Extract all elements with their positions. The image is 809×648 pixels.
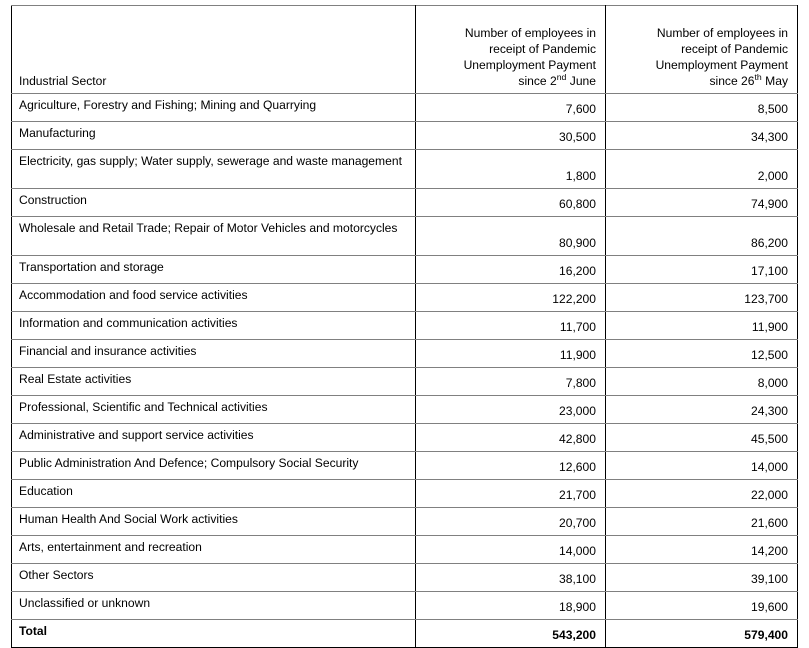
table-row [12,536,798,564]
cell-industrial-sector: Human Health And Social Work activities [12,508,416,536]
cell-since-26-may: 22,000 [606,480,798,508]
cell-since-26-may: 14,000 [606,452,798,480]
cell-industrial-sector: Professional, Scientific and Technical activities [12,396,416,424]
table-row [12,189,798,217]
table-row [12,217,798,256]
cell-since-26-may: 74,900 [606,189,798,217]
header-line-2: receipt of Pandemic [489,42,596,57]
cell-since-26-may: 39,100 [606,564,798,592]
cell-since-26-may: 19,600 [606,592,798,620]
cell-since-26-may: 2,000 [606,150,798,189]
column-header-since-2-june [416,6,606,94]
cell-since-26-may: 12,500 [606,340,798,368]
table-row [12,94,798,122]
cell-industrial-sector: Education [12,480,416,508]
cell-since-2-june: 16,200 [416,256,606,284]
cell-industrial-sector: Other Sectors [12,564,416,592]
cell-since-2-june: 20,700 [416,508,606,536]
cell-since-2-june: 14,000 [416,536,606,564]
cell-since-26-may: 17,100 [606,256,798,284]
column-header-since-26-may [606,6,798,94]
cell-industrial-sector: Real Estate activities [12,368,416,396]
cell-total-label: Total [12,620,416,648]
cell-since-2-june: 7,800 [416,368,606,396]
table-row [12,592,798,620]
table-row [12,452,798,480]
header-date-prefix: since 2 [518,74,557,89]
cell-industrial-sector: Unclassified or unknown [12,592,416,620]
table-row [12,564,798,592]
header-line-3: Unemployment Payment [463,58,596,73]
table-row [12,396,798,424]
cell-total-since-26-may: 579,400 [606,620,798,648]
table-total-row [12,620,798,648]
header-ordinal-suffix: th [754,72,762,83]
cell-industrial-sector: Public Administration And Defence; Compulsory Social Security [12,452,416,480]
cell-since-26-may: 8,500 [606,94,798,122]
table-row [12,368,798,396]
table-row [12,424,798,452]
cell-industrial-sector: Accommodation and food service activities [12,284,416,312]
header-month: June [566,74,596,89]
table-row [12,508,798,536]
header-date-prefix: since 26 [709,74,755,89]
cell-industrial-sector: Wholesale and Retail Trade; Repair of Motor Vehicles and motorcycles [12,217,416,256]
cell-since-2-june: 21,700 [416,480,606,508]
cell-since-26-may: 11,900 [606,312,798,340]
cell-since-26-may: 45,500 [606,424,798,452]
table-row [12,480,798,508]
cell-since-26-may: 14,200 [606,536,798,564]
table-row [12,256,798,284]
table-row [12,284,798,312]
table-body [12,94,798,648]
cell-since-2-june: 11,900 [416,340,606,368]
cell-since-2-june: 60,800 [416,189,606,217]
cell-since-2-june: 12,600 [416,452,606,480]
cell-industrial-sector: Transportation and storage [12,256,416,284]
cell-industrial-sector: Information and communication activities [12,312,416,340]
cell-since-2-june: 122,200 [416,284,606,312]
cell-since-2-june: 7,600 [416,94,606,122]
cell-since-2-june: 1,800 [416,150,606,189]
cell-since-26-may: 34,300 [606,122,798,150]
table-row [12,340,798,368]
cell-since-26-may: 21,600 [606,508,798,536]
header-row [12,6,798,94]
header-line-1: Number of employees in [464,26,596,41]
cell-since-2-june: 80,900 [416,217,606,256]
cell-since-2-june: 23,000 [416,396,606,424]
header-month: May [761,74,788,89]
pandemic-unemployment-table [11,5,798,648]
column-header-industrial-sector: Industrial Sector [12,6,416,94]
cell-since-26-may: 123,700 [606,284,798,312]
cell-industrial-sector: Administrative and support service activities [12,424,416,452]
cell-since-2-june: 38,100 [416,564,606,592]
cell-industrial-sector: Financial and insurance activities [12,340,416,368]
cell-since-26-may: 8,000 [606,368,798,396]
table-container [11,5,797,648]
cell-since-2-june: 18,900 [416,592,606,620]
cell-since-2-june: 30,500 [416,122,606,150]
header-line-4 [613,74,788,90]
cell-industrial-sector: Agriculture, Forestry and Fishing; Mining and Quarrying [12,94,416,122]
table-header [12,6,798,94]
cell-total-since-2-june: 543,200 [416,620,606,648]
header-ordinal-suffix: nd [556,72,567,83]
table-row [12,150,798,189]
cell-since-26-may: 24,300 [606,396,798,424]
header-line-2: receipt of Pandemic [681,42,788,57]
cell-industrial-sector: Electricity, gas supply; Water supply, sewerage and waste management [12,150,416,189]
header-line-1: Number of employees in [656,26,788,41]
cell-industrial-sector: Manufacturing [12,122,416,150]
cell-industrial-sector: Construction [12,189,416,217]
cell-since-2-june: 42,800 [416,424,606,452]
table-row [12,122,798,150]
cell-industrial-sector: Arts, entertainment and recreation [12,536,416,564]
cell-since-2-june: 11,700 [416,312,606,340]
header-line-4 [423,74,596,90]
cell-since-26-may: 86,200 [606,217,798,256]
table-row [12,312,798,340]
header-line-3: Unemployment Payment [655,58,788,73]
